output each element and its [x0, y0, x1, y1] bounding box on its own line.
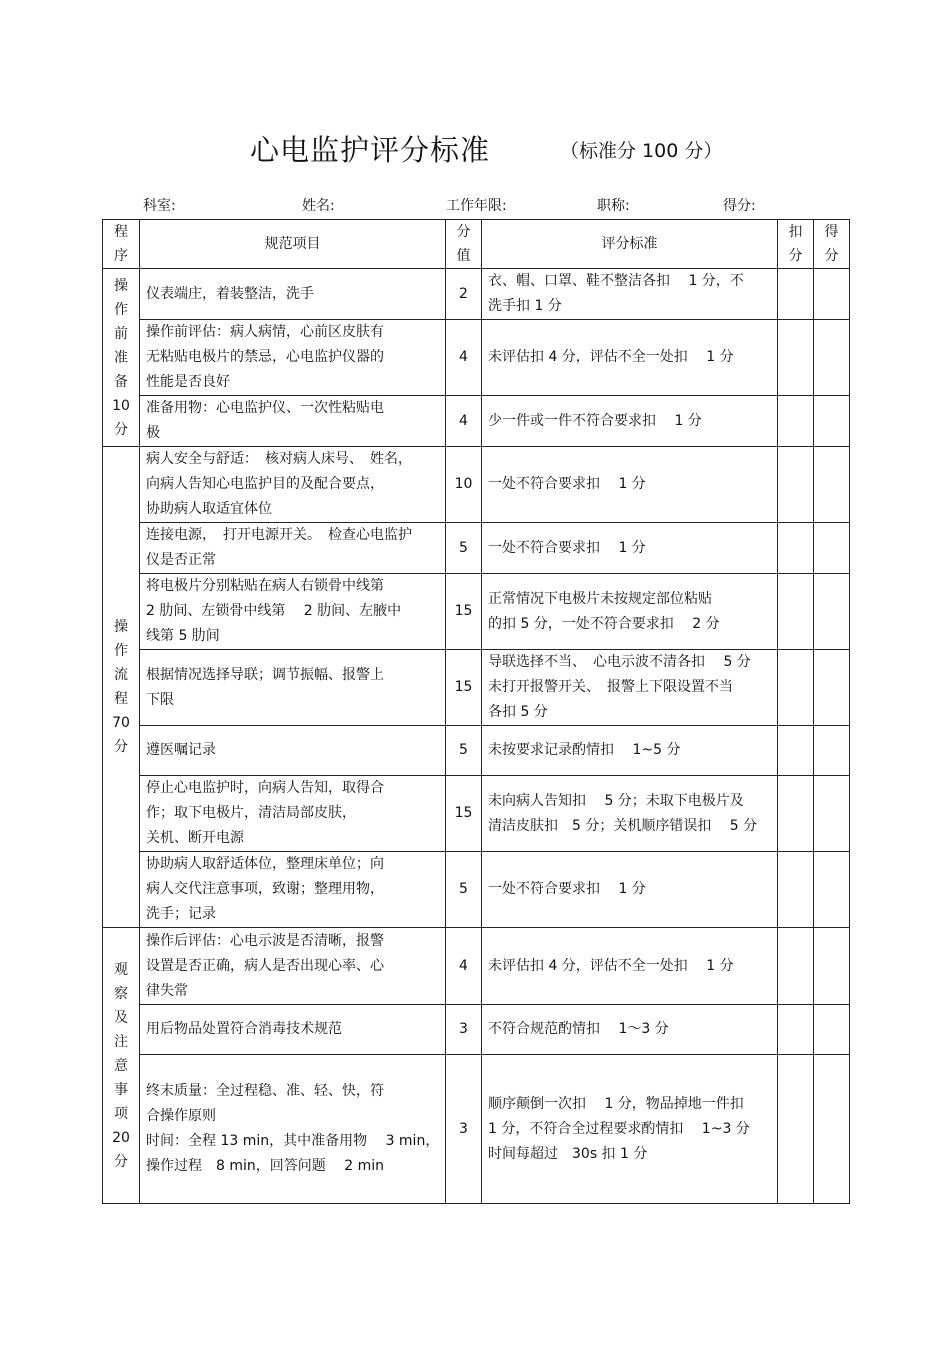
- title-row: [0, 128, 950, 172]
- criteria-line: 各扣 5 分: [488, 704, 548, 720]
- criteria-cell: [482, 1055, 778, 1204]
- item-line: 操作后评估：心电示波是否清晰，报警: [146, 932, 384, 949]
- header-got-line: 得: [824, 224, 839, 240]
- criteria-line: 未按要求记录酌情扣 1~5 分: [488, 742, 681, 758]
- info-years: 工作年限:: [446, 198, 507, 214]
- criteria-line: 少一件或一件不符合要求扣 1 分: [488, 412, 702, 429]
- criteria-cell: [482, 396, 778, 447]
- header-step-line: 序: [114, 248, 128, 264]
- item-line: 仪表端庄，着装整洁，洗手: [146, 285, 314, 302]
- header-step: [103, 220, 140, 269]
- item-line: 关机、断开电源: [146, 830, 244, 846]
- section-label: [103, 269, 140, 447]
- item-line: 病人交代注意事项，致谢；整理用物，: [146, 881, 384, 897]
- section-label-line: 70: [112, 715, 130, 731]
- score-cell[interactable]: [814, 776, 850, 852]
- deduct-cell[interactable]: [778, 447, 814, 523]
- item-cell: [140, 776, 446, 852]
- criteria-cell: [482, 269, 778, 320]
- item-line: 极: [146, 425, 160, 441]
- table-row: [103, 396, 850, 447]
- criteria-line: 时间每超过 30s 扣 1 分: [488, 1145, 648, 1162]
- criteria-cell: [482, 523, 778, 574]
- item-line: 操作前评估：病人病情，心前区皮肤有: [146, 324, 384, 340]
- score-cell[interactable]: [814, 650, 850, 726]
- score-cell[interactable]: [814, 928, 850, 1005]
- section-label-line: 作: [114, 301, 128, 318]
- item-line: 下限: [146, 691, 174, 708]
- table-row: [103, 928, 850, 1005]
- score-table-body: [103, 220, 850, 1204]
- section-label-line: 20: [112, 1129, 130, 1146]
- section-label-line: 分: [114, 421, 128, 438]
- score-cell[interactable]: [814, 447, 850, 523]
- section-label-line: 分: [114, 739, 128, 755]
- criteria-line: 衣、帽、口罩、鞋不整洁各扣 1 分，不: [488, 273, 744, 289]
- table-row: [103, 1055, 850, 1204]
- criteria-cell: [482, 320, 778, 396]
- item-line: 向病人告知心电监护目的及配合要点，: [146, 476, 384, 492]
- score-cell[interactable]: [814, 726, 850, 776]
- item-line: 线第 5 肋间: [146, 628, 220, 644]
- deduct-cell[interactable]: [778, 574, 814, 650]
- deduct-cell[interactable]: [778, 650, 814, 726]
- criteria-line: 顺序颠倒一次扣 1 分，物品掉地一件扣: [488, 1095, 744, 1112]
- item-line: 律失常: [146, 982, 188, 999]
- criteria-line: 导联选择不当、 心电示波不清各扣 5 分: [488, 654, 751, 670]
- criteria-line: 的扣 5 分，一处不符合要求扣 2 分: [488, 615, 720, 632]
- section-label-line: 操: [114, 619, 128, 635]
- item-line: 协助病人取舒适体位，整理床单位；向: [146, 856, 384, 872]
- table-row: [103, 852, 850, 928]
- score-cell[interactable]: [814, 320, 850, 396]
- item-line: 仪是否正常: [146, 552, 216, 568]
- table-row: [103, 650, 850, 726]
- header-deduct-line: 分: [788, 248, 803, 264]
- criteria-line: 一处不符合要求扣 1 分: [488, 881, 646, 897]
- deduct-cell[interactable]: [778, 1055, 814, 1204]
- section-label-line: 程: [114, 691, 128, 707]
- criteria-line: 未打开报警开关、 报警上下限设置不当: [488, 679, 733, 695]
- header-points: [446, 220, 482, 269]
- table-row: [103, 523, 850, 574]
- header-got-line: 分: [824, 248, 839, 264]
- header-deduct: [778, 220, 814, 269]
- info-dept: 科室:: [143, 198, 176, 214]
- criteria-cell: [482, 776, 778, 852]
- item-cell: [140, 574, 446, 650]
- section-label-line: 事: [114, 1081, 128, 1098]
- section-label-line: 10: [112, 397, 130, 414]
- criteria-line: 未评估扣 4 分，评估不全一处扣 1 分: [488, 349, 734, 365]
- item-line: 将电极片分别粘贴在病人右锁骨中线第: [146, 578, 384, 594]
- item-cell: [140, 1005, 446, 1055]
- info-rank: 职称:: [597, 198, 630, 214]
- section-label-line: 分: [114, 1153, 128, 1170]
- criteria-cell: [482, 574, 778, 650]
- points-cell: 5: [446, 852, 482, 928]
- table-row: [103, 447, 850, 523]
- points-cell: 15: [446, 776, 482, 852]
- item-line: 连接电源， 打开电源开关。 检查心电监护: [146, 527, 412, 543]
- score-cell[interactable]: [814, 396, 850, 447]
- item-line: 合操作原则: [146, 1108, 216, 1124]
- header-points-line: 分: [456, 224, 471, 240]
- item-cell: [140, 1055, 446, 1204]
- item-line: 停止心电监护时，向病人告知，取得合: [146, 780, 384, 796]
- deduct-cell[interactable]: [778, 928, 814, 1005]
- points-cell: 4: [446, 396, 482, 447]
- item-line: 遵医嘱记录: [146, 742, 216, 758]
- table-row: [103, 320, 850, 396]
- criteria-line: 未向病人告知扣 5 分；未取下电极片及: [488, 792, 744, 809]
- score-cell[interactable]: [814, 852, 850, 928]
- item-line: 根据情况选择导联；调节振幅、报警上: [146, 666, 384, 683]
- item-line: 终末质量：全过程稳、准、轻、快，符: [146, 1083, 384, 1099]
- deduct-cell[interactable]: [778, 320, 814, 396]
- item-line: 操作过程 8 min，回答问题 2 min: [146, 1158, 384, 1174]
- section-label: [103, 928, 140, 1204]
- score-cell[interactable]: [814, 1055, 850, 1204]
- points-cell: 2: [446, 269, 482, 320]
- item-line: 协助病人取适宜体位: [146, 501, 272, 517]
- item-cell: [140, 726, 446, 776]
- item-line: 作；取下电极片，清洁局部皮肤，: [146, 805, 356, 821]
- criteria-cell: [482, 447, 778, 523]
- criteria-line: 1 分，不符合全过程要求酌情扣 1~3 分: [488, 1120, 750, 1137]
- table-row: [103, 726, 850, 776]
- points-cell: 5: [446, 726, 482, 776]
- criteria-line: 一处不符合要求扣 1 分: [488, 476, 646, 492]
- item-line: 设置是否正确，病人是否出现心率、心: [146, 957, 384, 974]
- criteria-line: 不符合规范酌情扣 1～3 分: [488, 1021, 669, 1037]
- item-line: 时间：全程 13 min，其中准备用物 3 min，: [146, 1133, 440, 1149]
- section-label-line: 前: [114, 325, 128, 342]
- deduct-cell[interactable]: [778, 776, 814, 852]
- page-subtitle: （标准分 100 分）: [560, 140, 723, 162]
- item-cell: [140, 269, 446, 320]
- item-line: 性能是否良好: [146, 374, 230, 390]
- item-cell: [140, 852, 446, 928]
- points-cell: 4: [446, 320, 482, 396]
- table-row: [103, 574, 850, 650]
- section-label-line: 注: [114, 1033, 128, 1050]
- deduct-cell[interactable]: [778, 396, 814, 447]
- item-cell: [140, 928, 446, 1005]
- item-cell: [140, 447, 446, 523]
- criteria-line: 清洁皮肤扣 5 分；关机顺序错误扣 5 分: [488, 817, 758, 834]
- points-cell: 10: [446, 447, 482, 523]
- section-label-line: 及: [114, 1009, 128, 1026]
- section-label: [103, 447, 140, 928]
- points-cell: 3: [446, 1005, 482, 1055]
- table-row: [103, 1005, 850, 1055]
- section-label-line: 观: [114, 961, 128, 978]
- item-line: 洗手；记录: [146, 906, 216, 922]
- deduct-cell[interactable]: [778, 523, 814, 574]
- header-deduct-line: 扣: [788, 224, 803, 240]
- section-label-line: 备: [114, 373, 128, 390]
- criteria-cell: [482, 1005, 778, 1055]
- section-label-line: 意: [114, 1057, 128, 1074]
- points-cell: 4: [446, 928, 482, 1005]
- criteria-line: 一处不符合要求扣 1 分: [488, 539, 646, 556]
- criteria-line: 未评估扣 4 分，评估不全一处扣 1 分: [488, 957, 734, 974]
- points-cell: 3: [446, 1055, 482, 1204]
- header-criteria: 评分标准: [482, 220, 778, 269]
- score-table: [102, 219, 850, 1204]
- section-label-line: 察: [114, 985, 128, 1002]
- item-line: 无粘贴电极片的禁忌，心电监护仪器的: [146, 349, 384, 365]
- info-name: 姓名:: [302, 198, 335, 214]
- points-cell: 15: [446, 574, 482, 650]
- item-cell: [140, 396, 446, 447]
- score-cell[interactable]: [814, 574, 850, 650]
- header-row: [103, 220, 850, 269]
- score-cell[interactable]: [814, 1005, 850, 1055]
- header-points-line: 值: [456, 248, 471, 264]
- item-line: 2 肋间、左锁骨中线第 2 肋间、左腋中: [146, 603, 402, 619]
- item-line: 准备用物：心电监护仪、一次性粘贴电: [146, 400, 384, 416]
- criteria-line: 洗手扣 1 分: [488, 298, 562, 314]
- table-row: [103, 776, 850, 852]
- points-cell: 5: [446, 523, 482, 574]
- criteria-cell: [482, 928, 778, 1005]
- header-step-line: 程: [114, 224, 128, 240]
- deduct-cell[interactable]: [778, 1005, 814, 1055]
- item-cell: [140, 320, 446, 396]
- header-got: [814, 220, 850, 269]
- points-cell: 15: [446, 650, 482, 726]
- table-row: [103, 269, 850, 320]
- section-label-line: 项: [114, 1105, 128, 1122]
- section-label-line: 流: [114, 667, 128, 683]
- criteria-cell: [482, 726, 778, 776]
- criteria-cell: [482, 650, 778, 726]
- item-cell: [140, 650, 446, 726]
- info-score: 得分:: [723, 198, 756, 214]
- criteria-line: 正常情况下电极片未按规定部位粘贴: [488, 590, 712, 607]
- item-cell: [140, 523, 446, 574]
- section-label-line: 操: [114, 277, 128, 294]
- criteria-cell: [482, 852, 778, 928]
- deduct-cell[interactable]: [778, 269, 814, 320]
- header-item: 规范项目: [140, 220, 446, 269]
- score-cell[interactable]: [814, 523, 850, 574]
- item-line: 用后物品处置符合消毒技术规范: [146, 1021, 342, 1037]
- score-cell[interactable]: [814, 269, 850, 320]
- page-title: 心电监护评分标准: [250, 133, 491, 167]
- deduct-cell[interactable]: [778, 726, 814, 776]
- section-label-line: 作: [114, 643, 128, 659]
- section-label-line: 准: [114, 349, 128, 366]
- deduct-cell[interactable]: [778, 852, 814, 928]
- item-line: 病人安全与舒适： 核对病人床号、 姓名，: [146, 451, 412, 467]
